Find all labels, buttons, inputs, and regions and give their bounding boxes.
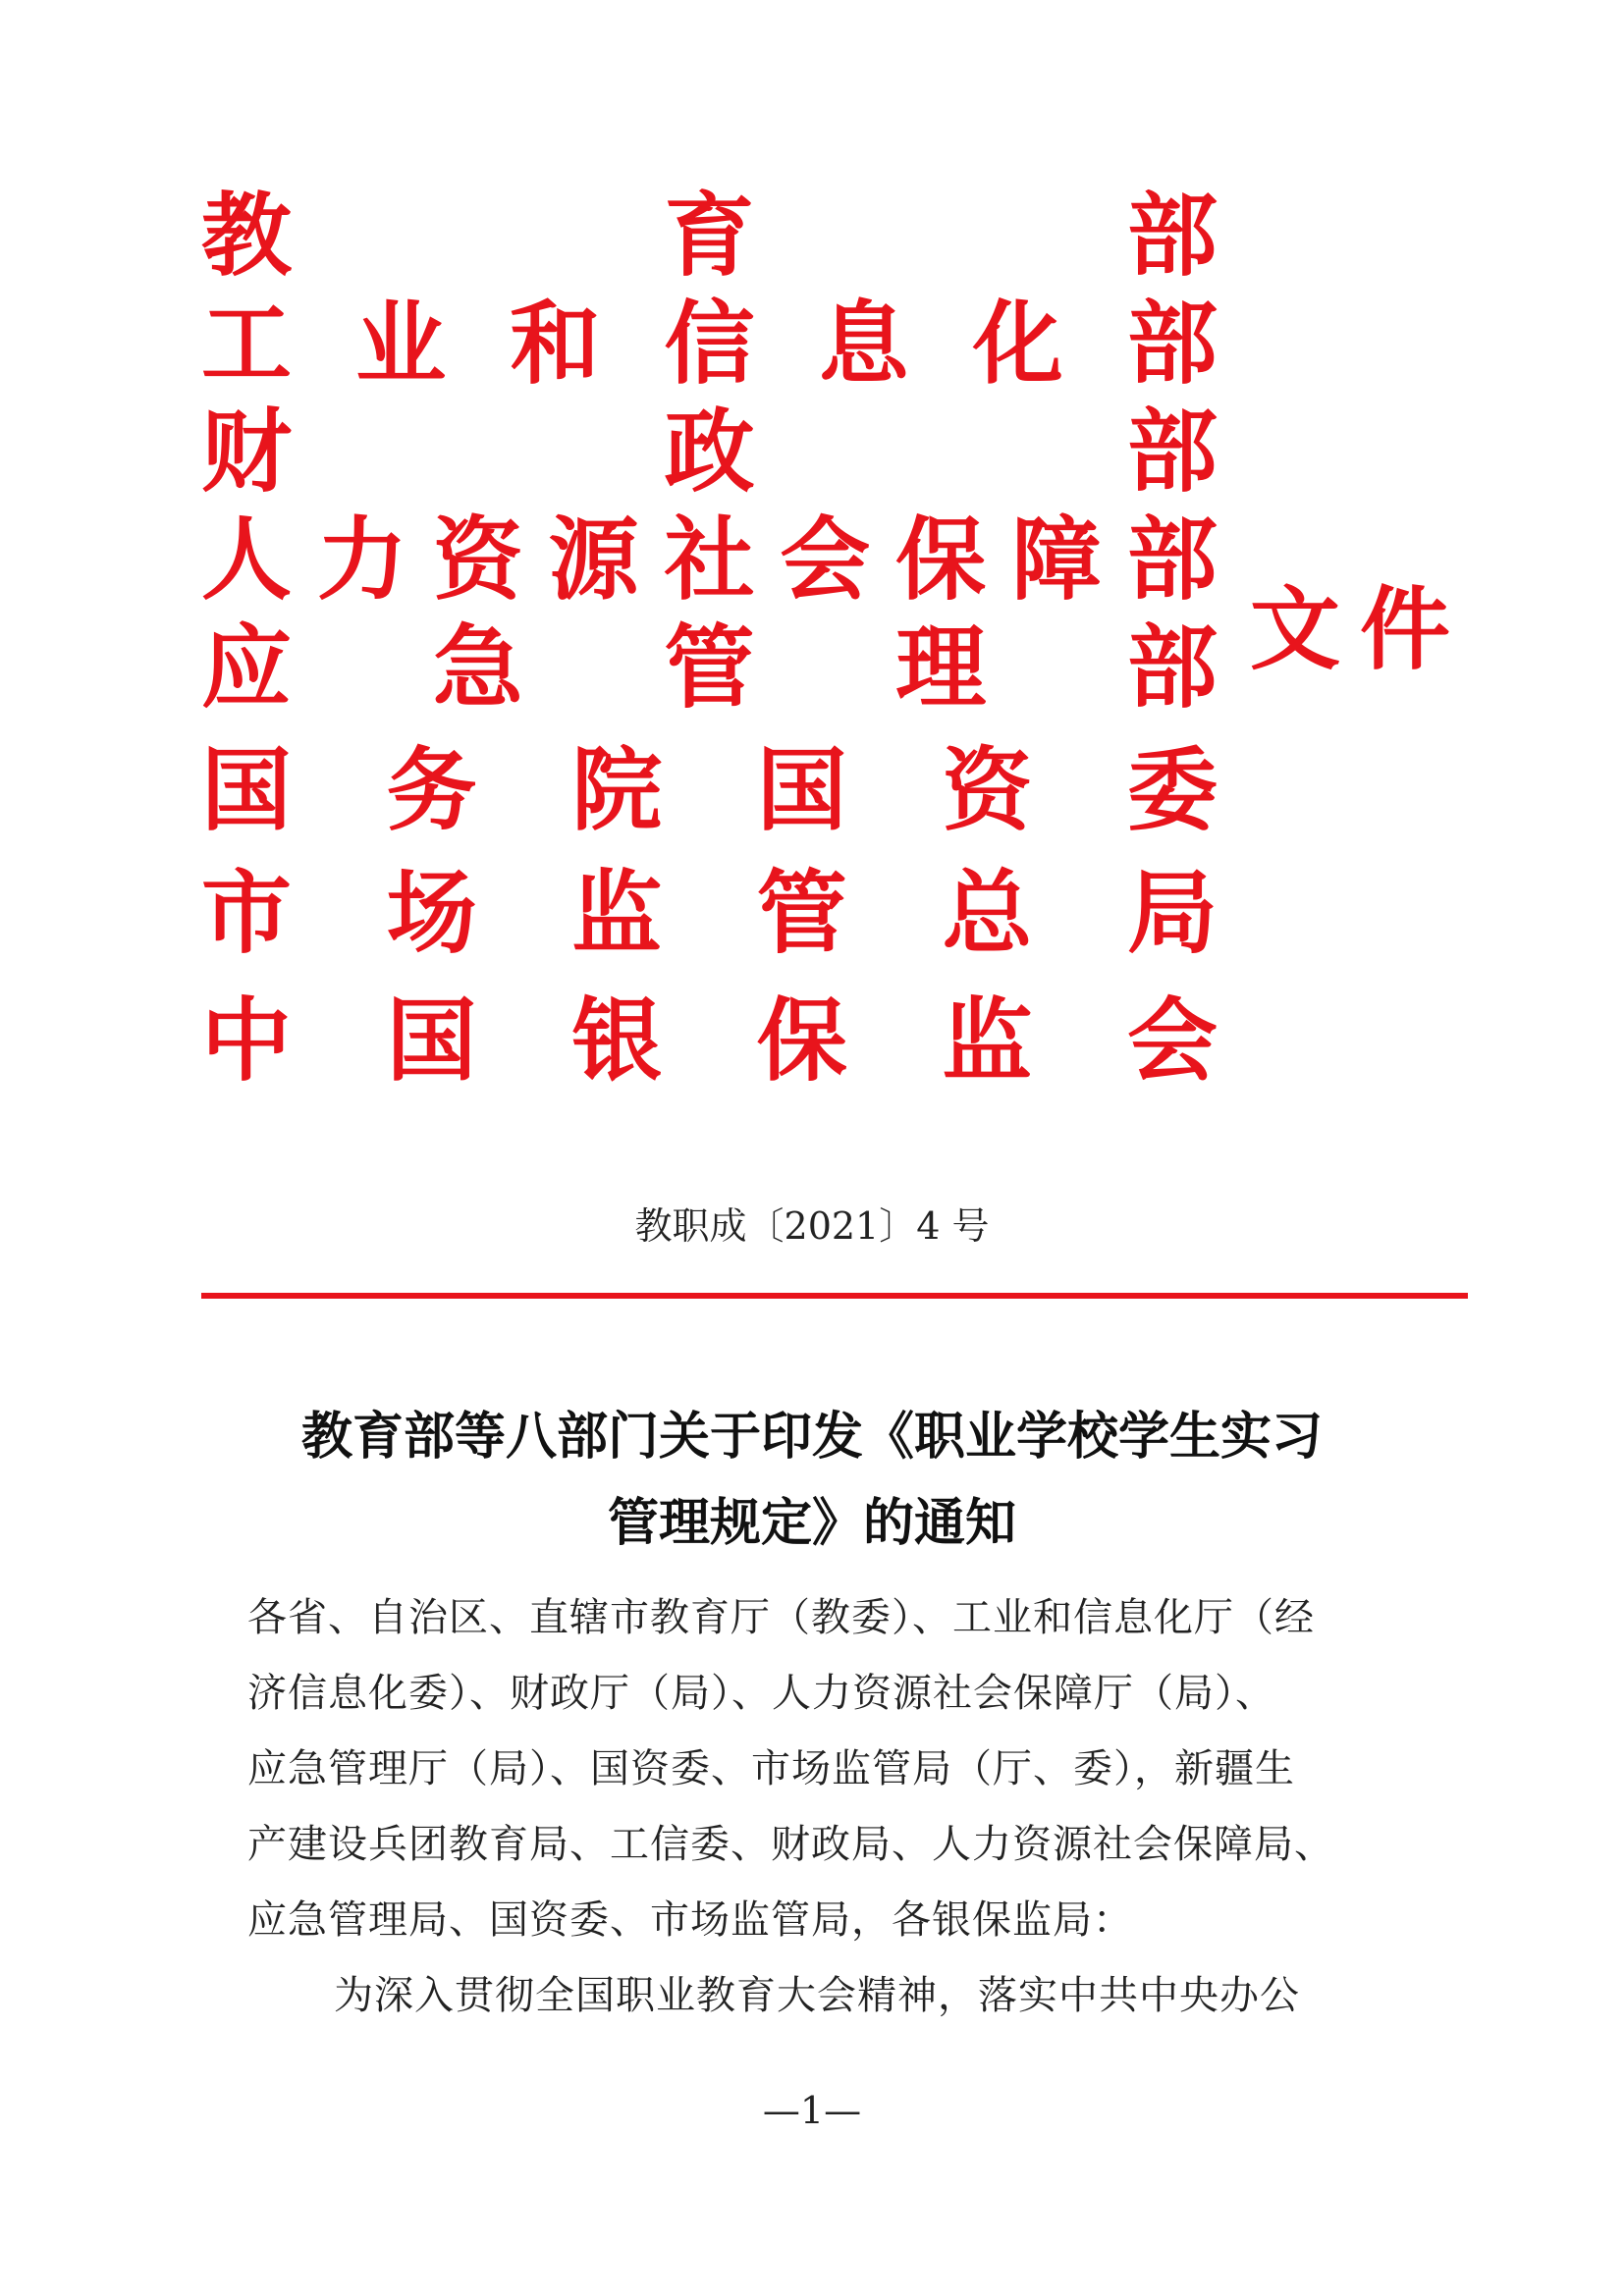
page-number: —1— <box>762 2089 862 2132</box>
agency-char: 务 <box>386 737 477 843</box>
agency-char: 业 <box>355 291 447 397</box>
agency-char: 部 <box>1126 183 1218 289</box>
agency-char: 社 <box>664 507 755 613</box>
agency-char: 育 <box>664 183 755 289</box>
agency-char: 管 <box>756 860 847 966</box>
title-line-1: 教育部等八部门关于印发《职业学校学生实习 <box>300 1407 1323 1467</box>
agency-char: 障 <box>1011 507 1103 613</box>
agency-char: 保 <box>756 988 847 1094</box>
document-title <box>0 1394 1624 1567</box>
body-line: 应急管理局、国资委、市场监管局，各银保监局： <box>247 1897 1133 1943</box>
agency-char: 国 <box>386 988 477 1094</box>
issuing-agencies-header <box>201 182 1478 1104</box>
agency-char: 监 <box>942 988 1033 1094</box>
agency-char: 应 <box>201 614 293 721</box>
agency-char: 市 <box>201 860 293 966</box>
agency-char: 工 <box>201 291 293 397</box>
agency-char: 教 <box>201 183 293 289</box>
agency-char: 院 <box>571 737 663 843</box>
agency-char: 场 <box>386 860 477 966</box>
agency-char: 部 <box>1126 291 1218 397</box>
body-line: 应急管理厅（局）、国资委、市场监管局（厅、委），新疆生 <box>247 1746 1295 1791</box>
agency-char: 监 <box>571 860 663 966</box>
agency-char: 会 <box>780 507 871 613</box>
agency-row-6 <box>201 736 1218 844</box>
body-line: 济信息化委）、财政厅（局）、人力资源社会保障厅（局）、 <box>247 1671 1275 1716</box>
body-line: 各省、自治区、直辖市教育厅（教委）、工业和信息化厅（经 <box>247 1595 1315 1640</box>
agency-char: 资 <box>432 507 523 613</box>
agency-char: 息 <box>818 291 909 397</box>
agency-char: 人 <box>201 507 293 613</box>
agency-char: 化 <box>972 291 1063 397</box>
title-line-2: 管理规定》的通知 <box>607 1493 1016 1553</box>
document-number: 教职成〔2021〕4 号 <box>634 1204 990 1248</box>
agency-row-3 <box>201 398 1218 506</box>
agency-char: 银 <box>571 988 663 1094</box>
agency-row-1 <box>201 182 1218 290</box>
agency-row-2 <box>201 290 1218 398</box>
agency-char: 国 <box>201 737 293 843</box>
document-suffix: 文件 <box>1250 576 1471 682</box>
agency-row-4 <box>201 506 1218 614</box>
agency-char: 财 <box>201 399 293 505</box>
agency-char: 会 <box>1126 988 1218 1094</box>
agency-char: 部 <box>1126 507 1218 613</box>
agency-char: 管 <box>664 614 755 721</box>
agency-char: 力 <box>316 507 407 613</box>
agency-char: 源 <box>548 507 639 613</box>
agency-char: 局 <box>1126 860 1218 966</box>
agency-char: 保 <box>895 507 987 613</box>
agency-row-5 <box>201 614 1218 721</box>
agency-char: 委 <box>1126 737 1218 843</box>
agency-char: 国 <box>756 737 847 843</box>
agency-char: 部 <box>1126 614 1218 721</box>
agency-char: 政 <box>664 399 755 505</box>
agency-char: 中 <box>201 988 293 1094</box>
agency-char: 部 <box>1126 399 1218 505</box>
agency-char: 信 <box>664 291 755 397</box>
document-body <box>247 1580 1396 2034</box>
agency-row-8 <box>201 987 1218 1095</box>
agency-char: 急 <box>432 614 523 721</box>
body-line: 产建设兵团教育局、工信委、财政局、人力资源社会保障局、 <box>247 1822 1334 1867</box>
agency-char: 理 <box>895 614 987 721</box>
agency-char: 和 <box>510 291 601 397</box>
red-divider-line <box>201 1293 1468 1299</box>
body-paragraph-start: 为深入贯彻全国职业教育大会精神，落实中共中央办公 <box>334 1973 1300 2018</box>
agency-row-7 <box>201 859 1218 967</box>
agency-char: 资 <box>942 737 1033 843</box>
agency-char: 总 <box>942 860 1033 966</box>
